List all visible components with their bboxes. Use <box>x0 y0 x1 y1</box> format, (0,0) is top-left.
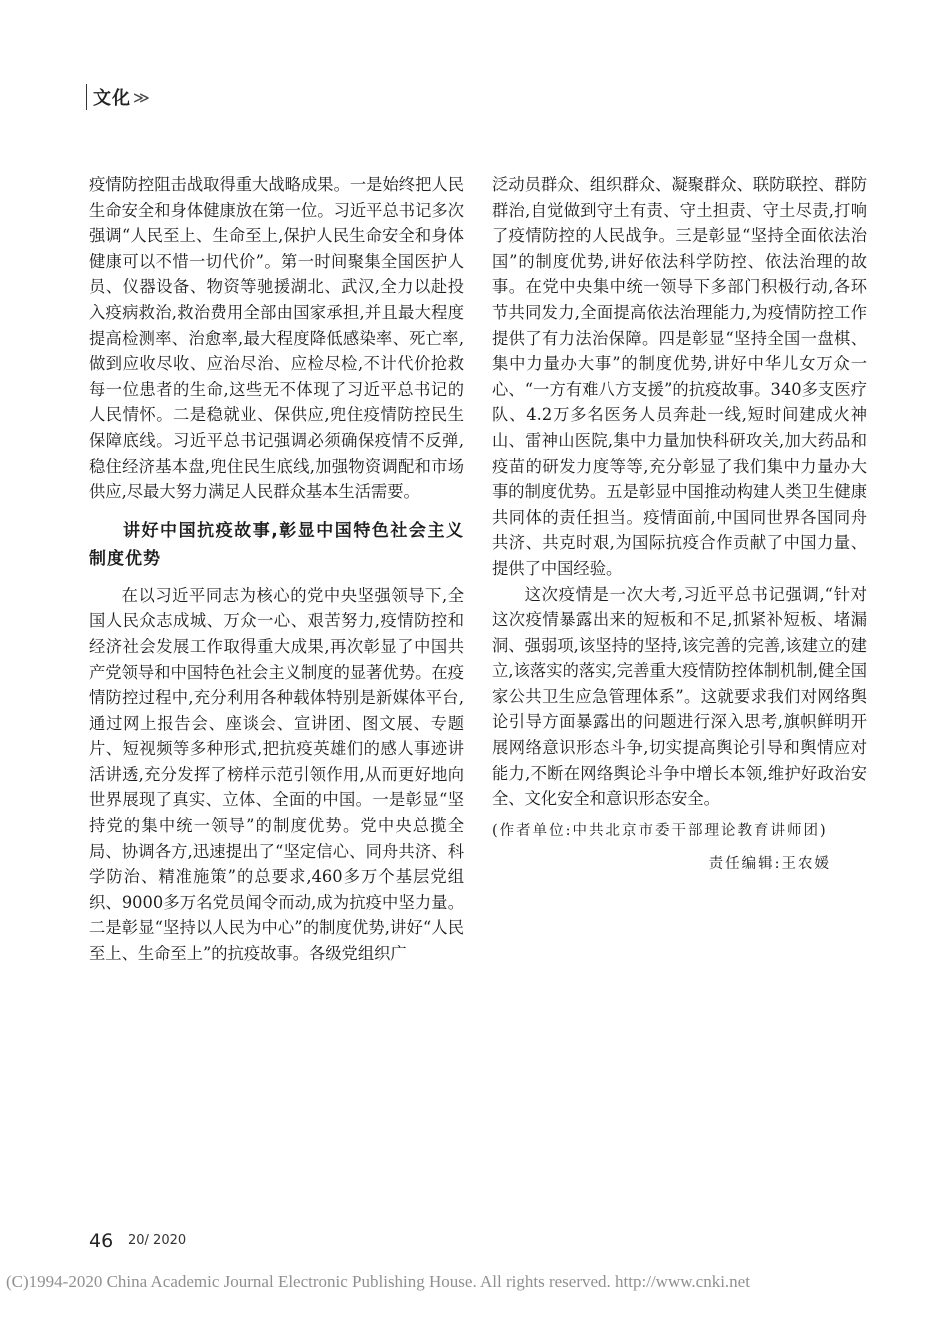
section-label: 文化 <box>93 88 131 109</box>
double-chevron-right-icon: ≫ <box>133 87 150 107</box>
section-subheading: 讲好中国抗疫故事,彰显中国特色社会主义制度优势 <box>89 520 464 569</box>
left-column <box>89 172 464 967</box>
issue-number: 20/ 2020 <box>128 1233 187 1248</box>
body-paragraph: 这次疫情是一次大考,习近平总书记强调,“针对这次疫情暴露出来的短板和不足,抓紧补短板、堵漏洞、强弱项,该坚持的坚持,该完善的完善,该建立的建立,该落实的落实,完善重大疫情防控体制机制,健全国家公共卫生应急管理体系”。这就要求我们对网络舆论引导方面暴露出的问题进行深入思考,旗帜鲜明开展网络意识形态斗争,切实提高舆论引导和舆情应对能力,不断在网络舆论斗争中增长本领,维护好政治安全、文化安全和意识形态安全。 <box>492 584 867 809</box>
section-divider <box>86 84 87 110</box>
body-paragraph: 疫情防控阻击战取得重大战略成果。一是始终把人民生命安全和身体健康放在第一位。习近平总书记多次强调“人民至上、生命至上,保护人民生命安全和身体健康可以不惜一切代价”。第一时间聚集全国医护人员、仪器设备、物资等驰援湖北、武汉,全力以赴投入疫病救治,救治费用全部由国家承担,并且最大程度提高检测率、治愈率,最大程度降低感染率、死亡率,做到应收尽收、应治尽治、应检尽检,不计代价抢救每一位患者的生命,这些无不体现了习近平总书记的人民情怀。二是稳就业、保供应,兜住疫情防控民生保障底线。习近平总书记强调必须确保疫情不反弹,稳住经济基本盘,兜住民生底线,加强物资调配和市场供应,尽最大努力满足人民群众基本生活需要。 <box>89 175 464 502</box>
body-paragraph: 泛动员群众、组织群众、凝聚群众、联防联控、群防群治,自觉做到守土有责、守土担责、守土尽责,打响了疫情防控的人民战争。三是彰显“坚持全面依法治国”的制度优势,讲好依法科学防控、依法治理的故事。在党中央集中统一领导下多部门积极行动,各环节共同发力,全面提高依法治理能力,为疫情防控工作提供了有力法治保障。四是彰显“坚持全国一盘棋、集中力量办大事”的制度优势,讲好中华儿女万众一心、“一方有难八方支援”的抗疫故事。340多支医疗队、4.2万多名医务人员奔赴一线,短时间建成火神山、雷神山医院,集中力量加快科研攻关,加大药品和疫苗的研发力度等等,充分彰显了我们集中力量办大事的制度优势。五是彰显中国推动构建人类卫生健康共同体的责任担当。疫情面前,中国同世界各国同舟共济、共克时艰,为国际抗疫合作贡献了中国力量、提供了中国经验。 <box>492 175 867 578</box>
body-paragraph: 在以习近平同志为核心的党中央坚强领导下,全国人民众志成城、万众一心、艰苦努力,疫情防控和经济社会发展工作取得重大成果,再次彰显了中国共产党领导和中国特色社会主义制度的显著优势。在疫情防控过程中,充分利用各种载体特别是新媒体平台,通过网上报告会、座谈会、宣讲团、图文展、专题片、短视频等多种形式,把抗疫英雄们的感人事迹讲活讲透,充分发挥了榜样示范引领作用,从而更好地向世界展现了真实、立体、全面的中国。一是彰显“坚持党的集中统一领导”的制度优势。党中央总揽全局、协调各方,迅速提出了“坚定信心、同舟共济、科学防治、精准施策”的总要求,460多万个基层党组织、9000多万名党员闻令而动,成为抗疫中坚力量。二是彰显“坚持以人民为中心”的制度优势,讲好“人民至上、生命至上”的抗疫故事。各级党组织广 <box>89 585 464 964</box>
responsible-editor: 责任编辑:王农媛 <box>708 855 831 872</box>
page-number: 46 <box>89 1230 114 1252</box>
right-column <box>492 172 867 877</box>
copyright-notice: (C)1994-2020 China Academic Journal Electronic Publishing House. All rights reserved. http://www.cnki.net <box>6 1272 750 1291</box>
author-affiliation: (作者单位:中共北京市委干部理论教育讲师团) <box>492 822 828 839</box>
section-header <box>86 84 150 110</box>
